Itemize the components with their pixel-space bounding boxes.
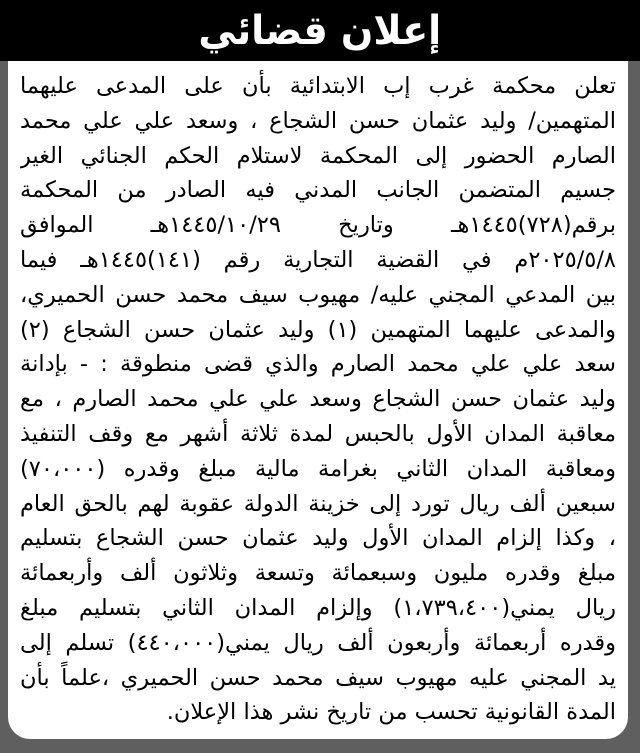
notice-line: وقدره أربعمائة وأربعون ألف ريال يمني(٤٤٠،٠٠٠) تسلم إلى <box>20 629 616 656</box>
notice-line: ٢٠٢٥/٥/٨م في القضية التجارية رقم (١٤١)١٤٤٥هـ فيما <box>20 246 616 273</box>
notice-line: ، وكذا إلزام المدان الأول وليد عثمان حسن الشجاع بتسليم <box>20 525 616 552</box>
notice-line: الصارم الحضور إلى المحكمة لاستلام الحكم الجنائي الغير <box>20 142 616 169</box>
notice-title: إعلان قضائي <box>198 7 442 54</box>
notice-line: المدة القانونية تحسب من تاريخ نشر هذا الإعلان. <box>166 699 616 726</box>
notice-line: برقم(٧٢٨)١٤٤٥هـ وتاريخ ١٤٤٥/١٠/٢٩هـ الموافق <box>20 212 616 239</box>
notice-line: معاقبة المدان الأول بالحبس لمدة ثلاثة أشهر مع وقف التنفيذ <box>20 420 616 447</box>
notice-line: سبعين ألف ريال تورد إلى خزينة الدولة عقوبة لهم بالحق العام <box>20 490 616 517</box>
notice-line: مبلغ وقدره مليون وسبعمائة وتسعة وثلاثون ألف وأربعمائة <box>20 560 616 587</box>
notice-text <box>20 69 616 730</box>
notice-line: جسيم المتضمن الجانب المدني فيه الصادر من المحكمة <box>20 177 616 204</box>
notice-line: بين المدعي المجني عليه/ مهيوب سيف محمد حسن الحميري، <box>20 281 616 308</box>
notice-line: ومعاقبة المدان الثاني بغرامة مالية مبلغ وقدره (٧٠،٠٠٠) <box>20 455 616 482</box>
notice-line: والمدعى عليهما المتهمين (١) وليد عثمان حسن الشجاع (٢) <box>20 316 616 343</box>
notice-line: تعلن محكمة غرب إب الابتدائية بأن على المدعى عليهما <box>20 73 616 99</box>
notice-body <box>8 61 628 739</box>
notice-line: المتهمين/ وليد عثمان حسن الشجاع ، وسعد علي علي محمد <box>20 107 616 134</box>
notice-header <box>0 0 640 61</box>
court-notice <box>6 0 634 747</box>
notice-line: يد المجني عليه مهيوب سيف محمد حسن الحميري ،علماً بأن <box>20 664 616 691</box>
notice-line: سعد علي علي محمد الصارم والذي قضى منطوقة : - بإدانة <box>20 351 616 378</box>
notice-line: وليد عثمان حسن الشجاع وسعد علي علي محمد الصارم ، مع <box>20 386 616 413</box>
notice-line: ريال يمني(١،٧٣٩،٤٠٠) وإلزام المدان الثاني بتسليم مبلغ <box>20 594 616 621</box>
